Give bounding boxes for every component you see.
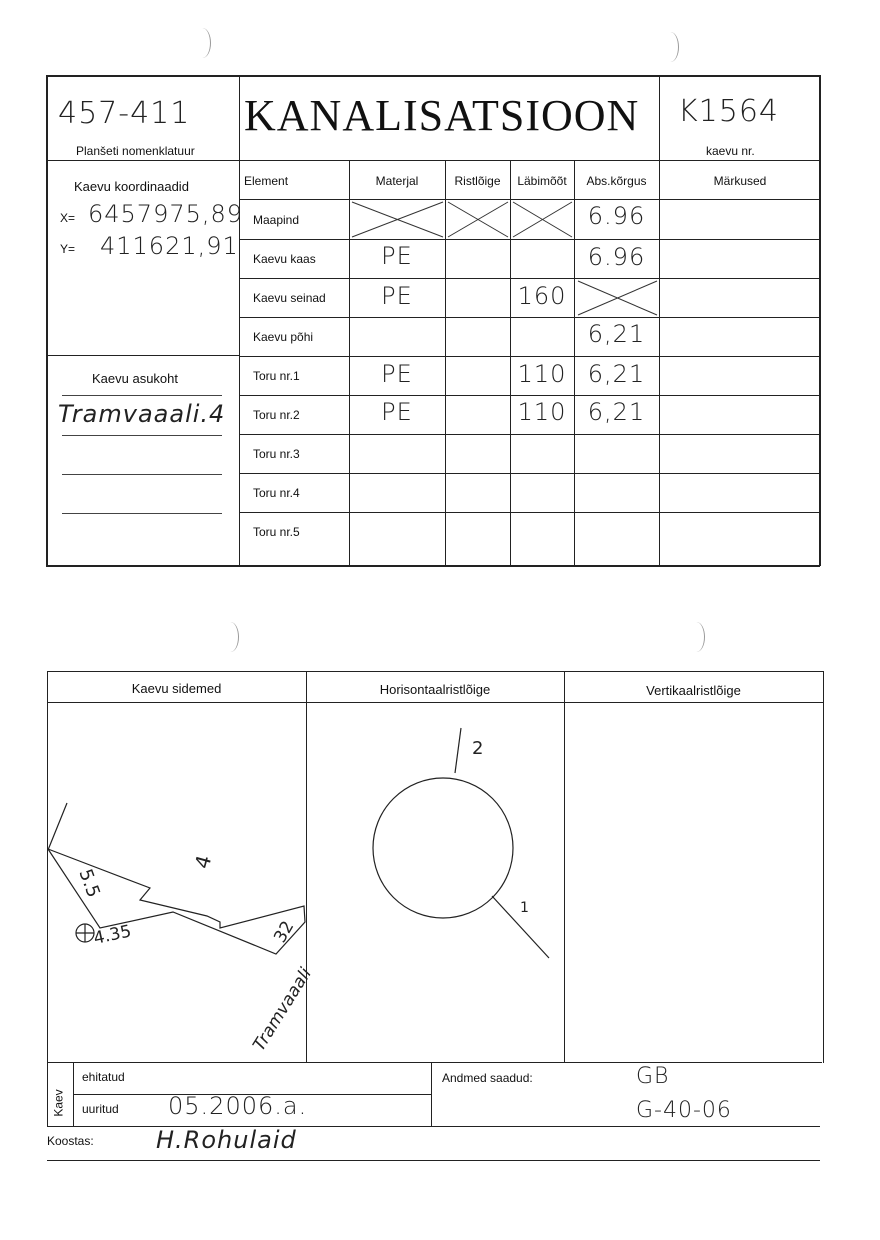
sketch-distance-1: 5.5 <box>74 866 104 901</box>
row-element: Toru nr.1 <box>253 369 300 383</box>
sketch-house-number: 4 <box>189 852 217 872</box>
kaev-label: Kaev <box>51 1089 66 1117</box>
row-abs: 6,21 <box>587 360 646 388</box>
row-labimoot: 110 <box>517 360 567 388</box>
row-abs: 6.96 <box>587 243 646 271</box>
row-materjal: PE <box>381 360 413 388</box>
section-horizontal: Horisontaalristlõige <box>379 682 491 697</box>
row-element: Toru nr.5 <box>253 525 300 539</box>
col-header-ristloige: Ristlõige <box>454 174 501 188</box>
andmed-value-2: G-40-06 <box>636 1098 732 1123</box>
uuritud-label: uuritud <box>82 1102 119 1116</box>
sketch-distance-2: 4.35 <box>91 921 134 949</box>
row-element: Kaevu seinad <box>253 291 326 305</box>
row-element: Toru nr.2 <box>253 408 300 422</box>
andmed-label: Andmed saadud: <box>442 1071 533 1085</box>
col-header-labimoot: Läbimõõt <box>517 174 567 188</box>
row-labimoot: 110 <box>517 398 567 426</box>
row-element: Maapind <box>253 213 300 227</box>
x-value: 6457975,89 <box>88 200 244 228</box>
col-header-markused: Märkused <box>713 174 767 188</box>
well-number-value: K1564 <box>678 94 780 129</box>
col-header-abs-korgus: Abs.kõrgus <box>586 174 647 188</box>
row-element: Toru nr.3 <box>253 447 300 461</box>
coordinates-heading: Kaevu koordinaadid <box>74 179 189 194</box>
andmed-value-1: GB <box>636 1064 670 1089</box>
y-label: Y= <box>60 242 76 256</box>
y-value: 411621,91 <box>100 232 239 260</box>
row-labimoot: 160 <box>517 282 567 310</box>
row-abs: 6,21 <box>587 320 646 348</box>
row-abs: 6.96 <box>587 202 646 230</box>
row-abs: 6,21 <box>587 398 646 426</box>
section-connections: Kaevu sidemed <box>131 681 222 696</box>
sketch-street-name: Tramvaaali <box>249 964 316 1055</box>
sheet-nomenclature-value: 457-411 <box>58 96 191 131</box>
pipe-label-1: 1 <box>520 900 529 916</box>
location-heading: Kaevu asukoht <box>92 371 179 386</box>
page-title: KANALISATSIOON <box>244 91 640 140</box>
pipe-label-2: 2 <box>472 738 484 759</box>
row-materjal: PE <box>381 282 413 310</box>
col-header-element: Element <box>244 174 289 188</box>
location-value: Tramvaaali.4 <box>58 400 226 428</box>
well-number-label: kaevu nr. <box>706 144 755 158</box>
row-element: Kaevu kaas <box>253 252 316 266</box>
koostas-value: H.Rohulaid <box>156 1126 297 1154</box>
uuritud-value: 05.2006.a. <box>168 1092 308 1120</box>
sheet-nomenclature-label: Planšeti nomenklatuur <box>76 144 195 158</box>
row-materjal: PE <box>381 398 413 426</box>
x-label: X= <box>60 211 76 225</box>
col-header-materjal: Materjal <box>375 174 419 188</box>
row-element: Toru nr.4 <box>253 486 300 500</box>
row-element: Kaevu põhi <box>253 330 314 344</box>
ehitatud-label: ehitatud <box>82 1070 125 1084</box>
koostas-label: Koostas: <box>47 1134 94 1148</box>
section-vertical: Vertikaalristlõige <box>646 683 741 698</box>
row-materjal: PE <box>381 242 413 270</box>
sketch-distance-3: 32 <box>270 917 299 947</box>
